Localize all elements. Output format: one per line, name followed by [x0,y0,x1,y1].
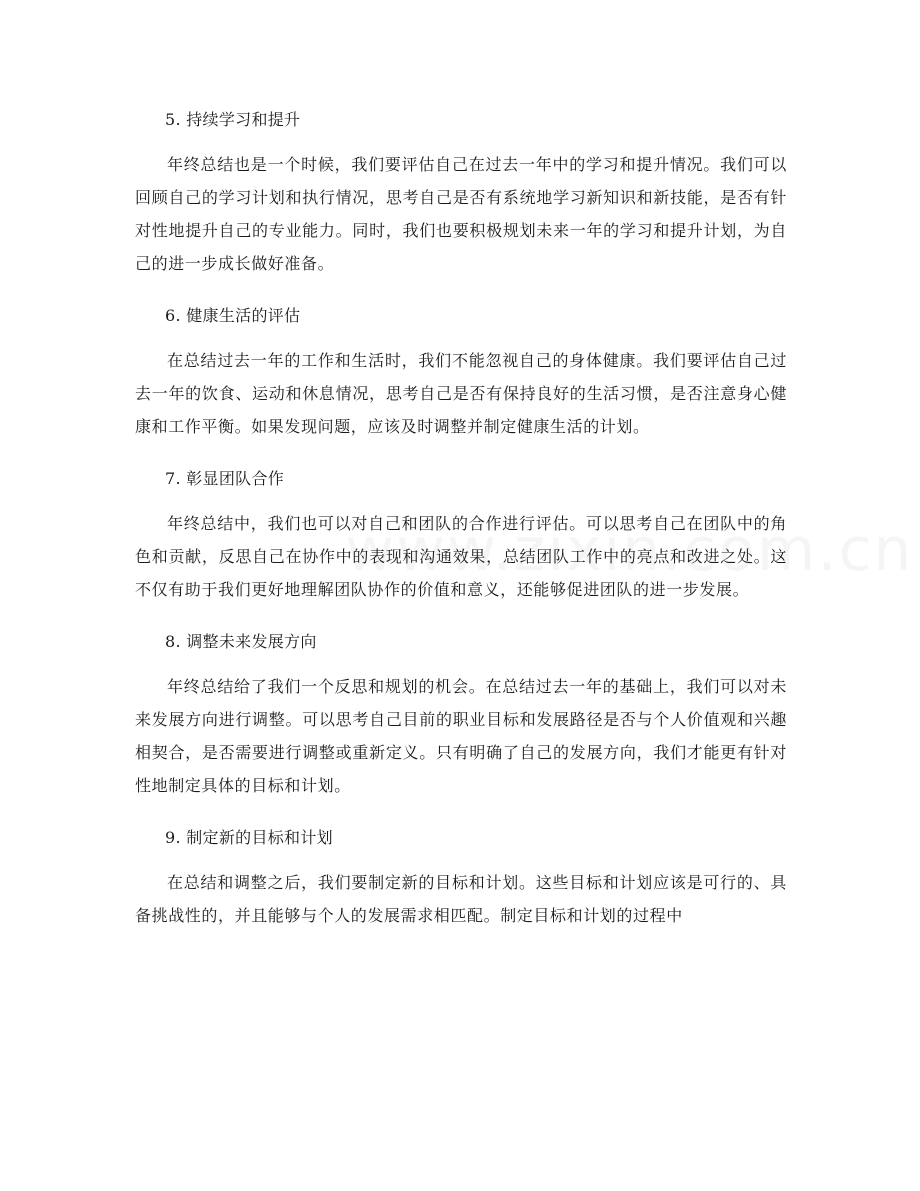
section-7 [135,463,787,606]
section-heading: 6. 健康生活的评估 [165,306,301,325]
section-heading: 8. 调整未来发展方向 [165,632,317,651]
section-paragraph: 年终总结也是一个时候，我们要评估自己在过去一年中的学习和提升情况。我们可以回顾自己的学习计划和执行情况，思考自己是否有系统地学习新知识和新技能，是否有针对性地提升自己的专业能力。同时，我们也要积极规划未来一年的学习和提升计划，为自己的进一步成长做好准备。 [135,155,787,273]
section-heading: 5. 持续学习和提升 [165,110,301,129]
section-paragraph: 年终总结给了我们一个反思和规划的机会。在总结过去一年的基础上，我们可以对未来发展方向进行调整。可以思考自己目前的职业目标和发展路径是否与个人价值观和兴趣相契合，是否需要进行调整或重新定义。只有明确了自己的发展方向，我们才能更有针对性地制定具体的目标和计划。 [135,677,787,795]
section-9 [135,822,787,932]
document-body [135,104,787,952]
section-paragraph: 在总结过去一年的工作和生活时，我们不能忽视自己的身体健康。我们要评估自己过去一年的饮食、运动和休息情况，思考自己是否有保持良好的生活习惯，是否注意身心健康和工作平衡。如果发现问题，应该及时调整并制定健康生活的计划。 [135,351,787,436]
section-6 [135,300,787,443]
section-paragraph: 年终总结中，我们也可以对自己和团队的合作进行评估。可以思考自己在团队中的角色和贡献，反思自己在协作中的表现和沟通效果，总结团队工作中的亮点和改进之处。这不仅有助于我们更好地理解团队协作的价值和意义，还能够促进团队的进一步发展。 [135,514,787,599]
section-heading: 7. 彰显团队合作 [165,469,285,488]
section-8 [135,626,787,802]
section-heading: 9. 制定新的目标和计划 [165,828,333,847]
section-5 [135,104,787,280]
section-paragraph: 在总结和调整之后，我们要制定新的目标和计划。这些目标和计划应该是可行的、具备挑战性的，并且能够与个人的发展需求相匹配。制定目标和计划的过程中 [135,873,787,925]
